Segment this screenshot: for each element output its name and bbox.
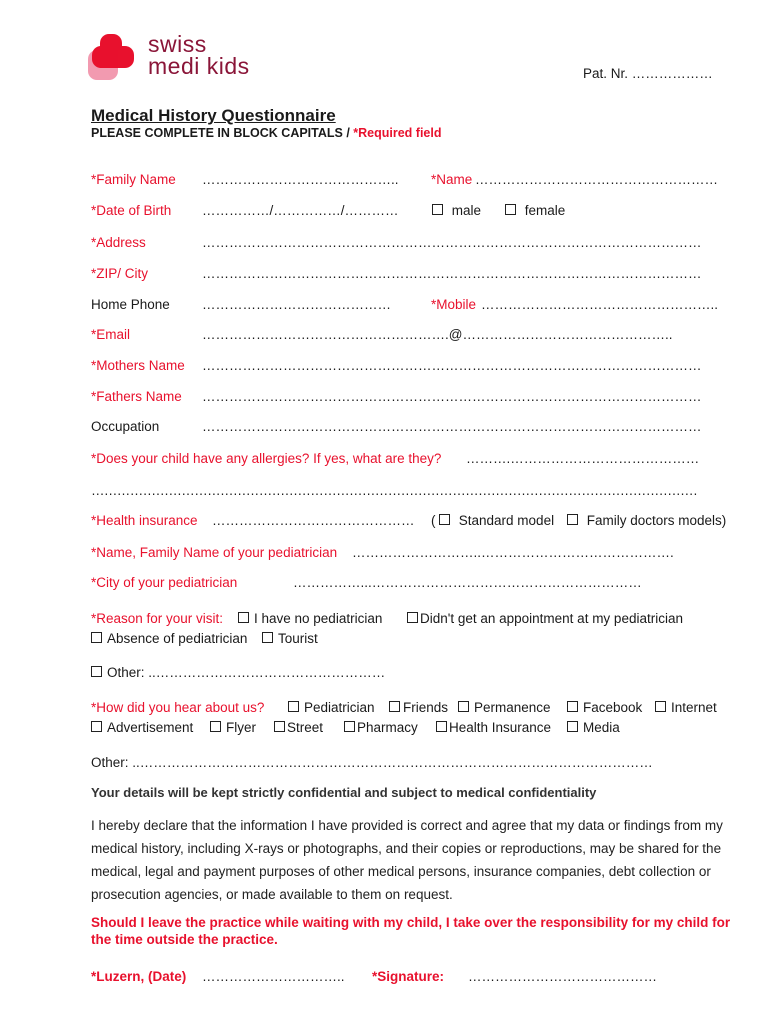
- mothers-name-label: *Mothers Name: [91, 358, 185, 373]
- reason-option-label: Didn't get an appointment at my pediatrician: [420, 611, 683, 626]
- home-phone-field[interactable]: ……………………………………: [202, 297, 391, 312]
- checkbox-icon[interactable]: [91, 721, 102, 732]
- insurance-open-paren: (: [431, 513, 436, 528]
- subtitle-main: PLEASE COMPLETE IN BLOCK CAPITALS /: [91, 126, 354, 140]
- hear-option-label: Health Insurance: [449, 720, 552, 735]
- reason-option-label: Tourist: [278, 631, 318, 646]
- signature-label: *Signature:: [372, 969, 445, 984]
- zip-city-label: *ZIP/ City: [91, 266, 149, 281]
- checkbox-icon[interactable]: [91, 666, 102, 677]
- checkbox-icon[interactable]: [210, 721, 221, 732]
- pediatrician-name-label: *Name, Family Name of your pediatrician: [91, 545, 338, 560]
- date-place-label: *Luzern, (Date): [91, 969, 187, 984]
- mothers-name-field[interactable]: …………………………………………………………………………………………………: [202, 358, 702, 373]
- document-title: Medical History Questionnaire: [91, 106, 336, 125]
- checkbox-icon[interactable]: [436, 721, 447, 732]
- reason-option-label: Absence of pediatrician: [107, 631, 248, 646]
- dob-label: *Date of Birth: [91, 203, 172, 218]
- subtitle: [91, 126, 442, 140]
- email-field[interactable]: ……………………………………………….@………………………………………..: [202, 327, 673, 342]
- male-option[interactable]: [432, 203, 481, 218]
- checkbox-icon[interactable]: [344, 721, 355, 732]
- occupation-field[interactable]: …………………………………………………………………………………………………: [202, 419, 702, 434]
- hear-option-label: Permanence: [474, 700, 551, 715]
- female-label: female: [524, 203, 566, 218]
- checkbox-icon[interactable]: [389, 701, 400, 712]
- hear-option-pediatrician[interactable]: [288, 700, 375, 715]
- responsibility-warning: Should I leave the practice while waiting with my child, I take over the responsibility for my child for the time outside the practice.: [91, 915, 731, 947]
- address-field[interactable]: …………………………………………………………………………………………………: [202, 235, 702, 250]
- male-label: male: [451, 203, 482, 218]
- checkbox-icon[interactable]: [458, 701, 469, 712]
- standard-model-checkbox[interactable]: [439, 514, 450, 525]
- hear-option-friends[interactable]: [389, 700, 448, 715]
- email-label: *Email: [91, 327, 131, 342]
- female-option[interactable]: [505, 203, 565, 218]
- required-note: *Required field: [353, 126, 442, 140]
- reason-option-tourist[interactable]: [262, 631, 318, 646]
- hear-option-label: Street: [287, 720, 324, 735]
- hear-option-facebook[interactable]: [567, 700, 642, 715]
- family-name-field[interactable]: ……………………………………..: [202, 172, 399, 187]
- standard-model-label: Standard model: [458, 513, 555, 528]
- occupation-label: Occupation: [91, 419, 160, 434]
- name-field[interactable]: ………………………………………………: [475, 172, 718, 187]
- name-label: *Name: [431, 172, 473, 187]
- other-source-row[interactable]: [91, 755, 653, 770]
- other-reason-option[interactable]: [91, 665, 385, 680]
- allergies-field-line2[interactable]: ……………………………………………………………………………………………………………………………: [91, 483, 698, 498]
- dob-field[interactable]: ……………/……………/…………: [202, 203, 399, 218]
- hear-option-permanence[interactable]: [458, 700, 551, 715]
- pediatrician-city-field[interactable]: ……………...……………………………………………………: [293, 575, 642, 590]
- hear-option-label: Advertisement: [107, 720, 194, 735]
- address-label: *Address: [91, 235, 146, 250]
- family-doctors-checkbox[interactable]: [567, 514, 578, 525]
- standard-model-option[interactable]: [439, 513, 554, 528]
- family-doctors-option[interactable]: [567, 513, 726, 528]
- date-field[interactable]: …………………………..: [202, 969, 345, 984]
- health-insurance-field[interactable]: ………………………………………: [212, 513, 415, 528]
- patient-number-field[interactable]: Pat. Nr. ………………: [583, 66, 713, 81]
- other-reason-field[interactable]: ..……………………………………………: [148, 665, 386, 680]
- reason-option-absence[interactable]: [91, 631, 247, 646]
- hear-option-health-insurance[interactable]: [436, 720, 551, 735]
- hear-option-label: Pediatrician: [304, 700, 375, 715]
- checkbox-icon[interactable]: [91, 632, 102, 643]
- hear-option-media[interactable]: [567, 720, 620, 735]
- zip-city-field[interactable]: …………………………………………………………………………………………………: [202, 266, 702, 281]
- declaration-text: I hereby declare that the information I have provided is correct and agree that my data or findings from my medical history, including X-rays or photographs, and their copies or reproductions, may be shared for the medical, legal and payment purposes of other medical persons, insurance companies, debt collection or prosecution agencies, or made available to them on request.: [91, 818, 723, 902]
- checkbox-icon[interactable]: [262, 632, 273, 643]
- checkbox-icon[interactable]: [655, 701, 666, 712]
- checkbox-icon[interactable]: [274, 721, 285, 732]
- fathers-name-label: *Fathers Name: [91, 389, 182, 404]
- other-source-label: Other:: [91, 755, 129, 770]
- hear-option-street[interactable]: [274, 720, 323, 735]
- other-reason-label: Other:: [107, 665, 145, 680]
- reason-option-no-pediatrician[interactable]: [238, 611, 382, 626]
- home-phone-label: Home Phone: [91, 297, 170, 312]
- confidentiality-notice: Your details will be kept strictly confidential and subject to medical confidentiality: [91, 785, 597, 800]
- male-checkbox[interactable]: [432, 204, 443, 215]
- family-doctors-label: Family doctors models): [586, 513, 727, 528]
- brand-name-line2: medi kids: [148, 53, 250, 79]
- hear-option-label: Flyer: [226, 720, 256, 735]
- female-checkbox[interactable]: [505, 204, 516, 215]
- checkbox-icon[interactable]: [407, 612, 418, 623]
- pediatrician-name-field[interactable]: ………………………..…………………………………….: [352, 545, 674, 560]
- signature-field[interactable]: ……………………………………: [468, 969, 657, 984]
- checkbox-icon[interactable]: [567, 701, 578, 712]
- brand-name-line1: swiss: [148, 31, 207, 57]
- pediatrician-city-label: *City of your pediatrician: [91, 575, 238, 590]
- checkbox-icon[interactable]: [567, 721, 578, 732]
- mobile-field[interactable]: ……………………………………………..: [481, 297, 719, 312]
- family-name-label: *Family Name: [91, 172, 176, 187]
- health-insurance-label: *Health insurance: [91, 513, 198, 528]
- hear-option-label: Friends: [403, 700, 449, 715]
- hear-option-internet[interactable]: [655, 700, 717, 715]
- hear-option-label: Pharmacy: [357, 720, 418, 735]
- hear-option-label: Internet: [671, 700, 717, 715]
- mobile-label: *Mobile: [431, 297, 477, 312]
- checkbox-icon[interactable]: [238, 612, 249, 623]
- hear-option-advertisement[interactable]: [91, 720, 193, 735]
- hear-about-label: *How did you hear about us?: [91, 700, 265, 715]
- reason-option-no-appointment[interactable]: [407, 611, 683, 626]
- reason-label: *Reason for your visit:: [91, 611, 224, 626]
- hear-option-flyer[interactable]: [210, 720, 256, 735]
- allergies-field[interactable]: ……….……………………………………: [466, 451, 700, 466]
- swiss-medi-kids-logo-icon: [88, 34, 138, 80]
- hear-option-label: Facebook: [583, 700, 643, 715]
- fathers-name-field[interactable]: …………………………………………………………………………………………………: [202, 389, 702, 404]
- hear-option-pharmacy[interactable]: [344, 720, 418, 735]
- hear-option-label: Media: [583, 720, 620, 735]
- checkbox-icon[interactable]: [288, 701, 299, 712]
- other-source-field[interactable]: ..……………………………………………………………………………………………………: [132, 755, 653, 770]
- reason-option-label: I have no pediatrician: [254, 611, 383, 626]
- allergies-question: *Does your child have any allergies? If yes, what are they?: [91, 451, 442, 466]
